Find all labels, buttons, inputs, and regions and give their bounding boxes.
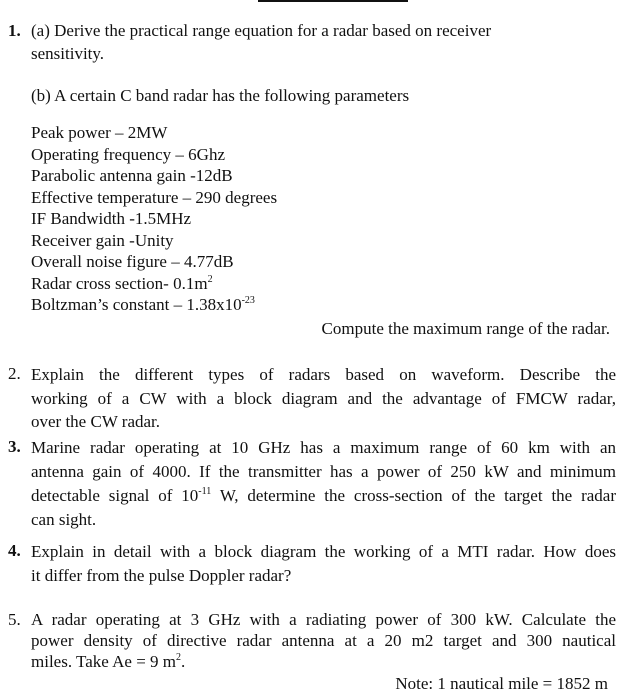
question-5-line3-end: . [181,652,186,671]
question-5-line2: power density of directive radar antenna at a 20 m2 target and 300 nautical [31,631,616,650]
question-5-text [31,609,616,672]
question-3-line3 [31,484,616,508]
question-3-line1: Marine radar operating at 10 GHz has a maximum range of 60 km with an [31,438,616,457]
question-5-note: Note: 1 nautical mile = 1852 m [395,674,608,693]
question-3-superscript: -11 [198,486,212,497]
param-rcs [31,273,277,295]
question-2-text [31,363,616,434]
top-rule [258,0,408,2]
param-boltzmann-text: Boltzman’s constant – 1.38x10 [31,295,242,314]
question-4-text [31,540,616,587]
question-4-line1: Explain in detail with a block diagram the working of a MTI radar. How does [31,542,616,561]
question-1-compute: Compute the maximum range of the radar. [321,319,610,338]
question-5-line3-text: miles. Take Ae = 9 m [31,652,177,671]
question-1b-intro: (b) A certain C band radar has the following parameters [31,86,410,105]
param-temperature: Effective temperature – 290 degrees [31,187,278,207]
parameter-list [31,122,277,316]
param-rcs-text: Radar cross section- 0.1m [31,273,208,293]
param-frequency: Operating frequency – 6Ghz [31,144,226,164]
question-3-line3-end: W, determine the cross-section of the target the radar [211,486,616,505]
question-3-line4: can sight. [31,510,97,529]
question-2-number: 2. [8,364,21,383]
question-3-number: 3. [8,437,21,456]
question-1a-line2: sensitivity. [31,44,105,63]
question-3-text [31,436,616,532]
question-2-line1: Explain the different types of radars based on waveform. Describe the [31,365,616,384]
param-noise-figure: Overall noise figure – 4.77dB [31,252,234,271]
question-5-superscript: 2 [176,652,182,663]
param-rcs-superscript: 2 [207,273,213,285]
param-peak-power: Peak power – 2MW [31,123,168,142]
param-boltzmann-superscript: -23 [241,295,255,306]
question-1-number: 1. [8,21,21,40]
question-3-line3-start: detectable signal of 10 [31,486,199,505]
question-4-number: 4. [8,541,21,560]
question-5-line3 [31,651,616,672]
param-boltzmann [31,294,277,316]
question-2-line3: over the CW radar. [31,412,161,431]
param-antenna-gain: Parabolic antenna gain -12dB [31,166,233,185]
question-5-number: 5. [8,610,21,629]
question-1a-line1: (a) Derive the practical range equation for a radar based on receiver [31,21,492,40]
question-5-line1: A radar operating at 3 GHz with a radiating power of 300 kW. Calculate the [31,610,616,629]
param-if-bandwidth: IF Bandwidth -1.5MHz [31,209,192,228]
question-3-line2: antenna gain of 4000. If the transmitter has a power of 250 kW and minimum [31,462,616,481]
param-receiver-gain: Receiver gain -Unity [31,230,174,250]
question-4-line2: it differ from the pulse Doppler radar? [31,565,292,585]
question-2-line2: working of a CW with a block diagram and the advantage of FMCW radar, [31,388,616,408]
